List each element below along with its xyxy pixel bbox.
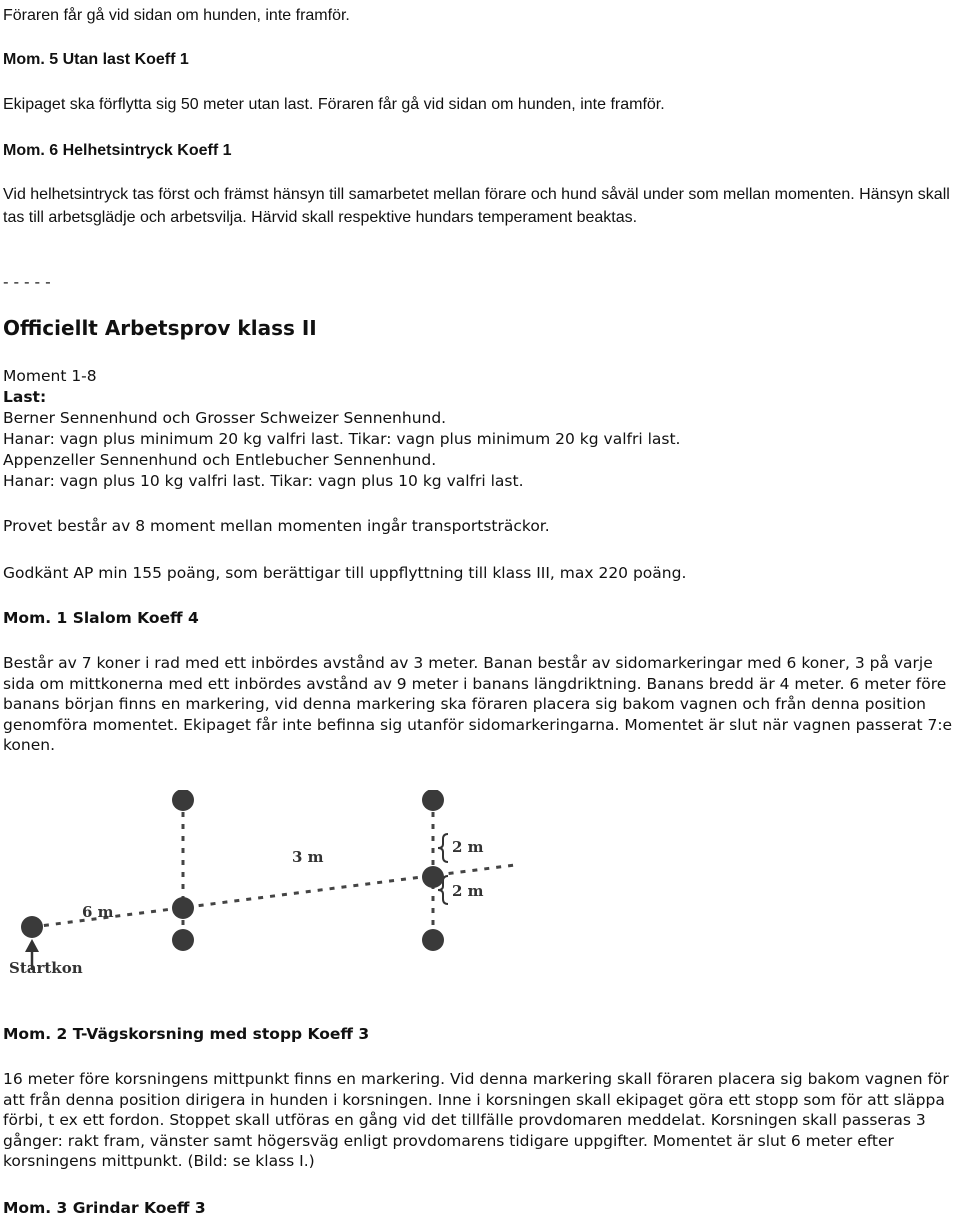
cones-group xyxy=(21,790,444,951)
mom6-text: Vid helhetsintryck tas först och främst hänsyn till samarbetet mellan förare och hund såväl under som mellan momenten. Hänsyn skall tas till arbetsglädje och arbetsvilja. Härvid skall respektive hundars temperament beaktas. xyxy=(3,186,950,226)
center-cone xyxy=(422,866,444,888)
mom3-heading: Mom. 3 Grindar Koeff 3 xyxy=(3,1199,206,1217)
label-2m-bottom: 2 m xyxy=(452,882,484,900)
moment-range: Moment 1-8 xyxy=(3,367,97,385)
side-cone xyxy=(172,790,194,811)
last-label: Last: xyxy=(3,388,47,406)
label-2m-top: 2 m xyxy=(452,838,484,856)
start-cone xyxy=(21,916,43,938)
godkant-text: Godkänt AP min 155 poäng, som berättigar till uppflyttning till klass III, max 220 poäng. xyxy=(3,564,687,582)
provet-text: Provet består av 8 moment mellan momenten ingår transportsträckor. xyxy=(3,517,550,535)
last-line: Appenzeller Sennenhund och Entlebucher Sennenhund. xyxy=(3,451,437,469)
slalom-diagram xyxy=(0,790,520,990)
page-title: Officiellt Arbetsprov klass II xyxy=(3,316,317,340)
start-arrow-head xyxy=(25,939,39,952)
last-line: Hanar: vagn plus minimum 20 kg valfri last. Tikar: vagn plus minimum 20 kg valfri last. xyxy=(3,430,681,448)
separator: - - - - - xyxy=(3,273,51,291)
mom2-text: 16 meter före korsningens mittpunkt finns en markering. Vid denna markering skall föraren placera sig bakom vagnen för att från denna position dirigera in hunden i korsningen. Inne i korsningen skall ekipaget göra ett stopp som för att släppa förbi, t ex ett fordon. Stoppet skall utföras en gång vid det tillfälle provdomaren meddelat. Korsningen skall passeras 3 gånger: rakt fram, vänster samt högersväg enligt provdomarens tidigare uppgifter. Momentet är slut 6 meter efter korsningens mittpunkt. (Bild: se klass I.) xyxy=(3,1070,949,1170)
side-cone xyxy=(422,929,444,951)
mom2-heading: Mom. 2 T-Vägskorsning med stopp Koeff 3 xyxy=(3,1025,370,1043)
last-line: Hanar: vagn plus 10 kg valfri last. Tikar: vagn plus 10 kg valfri last. xyxy=(3,472,524,490)
label-3m: 3 m xyxy=(292,848,324,866)
mom1-text: Består av 7 koner i rad med ett inbördes avstånd av 3 meter. Banan består av sidomarkeringar med 6 koner, 3 på varje sida om mittkonerna med ett inbördes avstånd av 9 meter i banans längdriktning. Banans bredd är 4 meter. 6 meter före banans början finns en markering, vid denna markering ska föraren placera sig bakom vagnen och från denna position genomföra momentet. Ekipaget får inte befinna sig utanför sidomarkeringarna. Momentet är slut när vagnen passerat 7:e konen. xyxy=(3,654,953,754)
side-cone xyxy=(172,929,194,951)
mom1-heading: Mom. 1 Slalom Koeff 4 xyxy=(3,609,199,627)
last-line: Berner Sennenhund och Grosser Schweizer Sennenhund. xyxy=(3,409,447,427)
label-6m: 6 m xyxy=(82,903,114,921)
mom5-heading: Mom. 5 Utan last Koeff 1 xyxy=(3,51,189,68)
mom5-text: Ekipaget ska förflytta sig 50 meter utan last. Föraren får gå vid sidan om hunden, inte framför. xyxy=(3,96,665,113)
center-cone xyxy=(172,897,194,919)
label-start: Startkon xyxy=(9,959,83,977)
side-cone xyxy=(422,790,444,811)
mom6-heading: Mom. 6 Helhetsintryck Koeff 1 xyxy=(3,142,232,159)
brace xyxy=(438,834,448,862)
text-line: Föraren får gå vid sidan om hunden, inte framför. xyxy=(3,7,350,24)
